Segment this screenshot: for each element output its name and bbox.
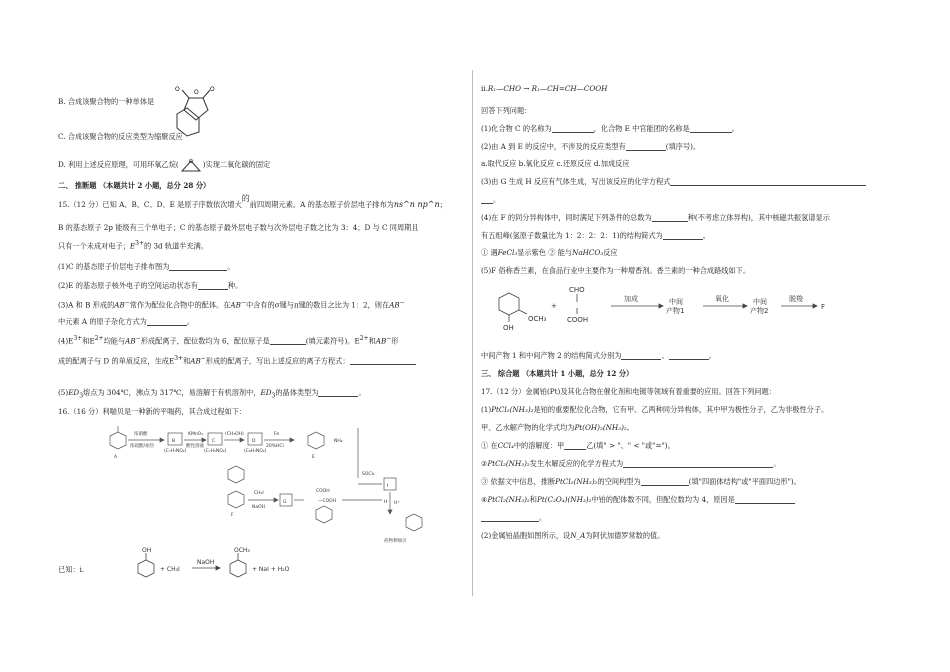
q17-2: [481, 531, 664, 540]
answer-blank[interactable]: [669, 351, 709, 360]
answer-blank[interactable]: [670, 177, 866, 186]
scheme-ch3i: CH₃I: [254, 491, 264, 496]
answer-blank[interactable]: [690, 124, 732, 133]
option-d-text: D. 利用上述反应原理，可用环氧乙烷(: [58, 160, 179, 169]
scheme-label-g: G: [283, 500, 287, 505]
known-ii-formula: R₁—CHO → R₁—CH=CH—COOH: [487, 84, 608, 93]
s2-a: ②: [481, 459, 488, 468]
q16-3: [481, 177, 866, 186]
option-d-text2: )实现二氧化碳的固定: [202, 160, 271, 169]
q17-2-b: 为阿伏加德罗常数的值。: [585, 531, 665, 540]
answer-blank[interactable]: [623, 459, 773, 468]
cond-3: 反应: [603, 248, 618, 257]
route-cho: CHO: [569, 286, 585, 294]
formula-ed3: ED: [260, 388, 272, 397]
s4-e: 。: [539, 513, 547, 522]
answer-blank[interactable]: [318, 388, 358, 397]
q15-3-line2: [58, 317, 194, 326]
q15-4-l2: 成的配离子与 D 的单质反应，生成E: [58, 356, 175, 366]
q15-4-l2c: 形成的配离子，写出上述反应的离子方程式：: [205, 356, 350, 366]
q17-stem: 17.（12 分）金属铂(Pt)及其化合物在催化剂和电镀等领域有着重要的应用。回答下列问题：: [481, 387, 776, 396]
q15-5-b: 熔点为 304℃，沸点为 317℃，易溶解于有机溶剂中，: [83, 388, 261, 397]
q15-text-b: 前四周期元素。A 的基态原子价层电子排布为: [249, 200, 394, 209]
known-naoh: NaOH: [197, 559, 215, 566]
synthesis-scheme: [98, 420, 428, 545]
q17-sub4-end: [481, 513, 546, 522]
q17-sub3: [481, 477, 801, 486]
q15-line2: B 的基态原子 2p 能级有三个单电子；C 的基态原子最外层电子数与次外层电子数之比为 3：4；D 与 C 同周期且: [58, 223, 419, 232]
scheme-formula-b: (C₇H₇NO₂): [164, 449, 187, 454]
section-3-heading: 三、 综合题 （本题共计 1 小题，总分 12 分）: [481, 369, 634, 378]
route-och3: OCH₃: [528, 315, 547, 323]
svg-text:O: O: [175, 86, 180, 93]
formula-ab: AB: [230, 300, 241, 310]
option-c: C. 合成该聚合物的反应类型为缩聚反应: [58, 132, 183, 141]
formula-ed3: ED: [68, 388, 80, 397]
q16-2-b: (填序号)。: [665, 142, 701, 151]
q16-1-a: (1)化合物 C 的名称为: [481, 124, 552, 133]
q15-3-d: 中元素 A 的原子杂化方式为: [58, 317, 147, 326]
s4-b: 和: [529, 495, 537, 504]
svg-text:O: O: [210, 86, 215, 93]
formula-ab: AB: [114, 300, 125, 310]
route-mid1b: 产物1: [666, 307, 685, 315]
formula-ptcl2nh3: PtCl₂(NH₃)₂: [491, 405, 534, 414]
q15-2: [58, 281, 242, 290]
formula-e: E: [129, 241, 136, 251]
q16-3-end: [481, 195, 500, 204]
q15-line3-a: 只有一个未成对电子；: [58, 241, 130, 251]
q15-stem: [58, 194, 447, 210]
formula-ptcl2nh3: PtCl₂(NH₃)₂: [487, 495, 530, 504]
q15-4-line2: 成的配离子与 D 的单质反应，生成$E^{3+}$和AB−形成的配离子，写出上述反应的离子方程式：: [58, 355, 416, 365]
option-d: [58, 157, 270, 173]
known-product: + NaI + H₂O: [252, 566, 290, 573]
scheme-h-plus: H⁺: [394, 501, 400, 506]
q16-5-ans2: 、: [661, 351, 669, 360]
s1-a: ① 在: [481, 441, 498, 450]
formula-ab: AB: [389, 300, 400, 310]
q16-4-l2a: 有五组峰(氢原子数量比为 1：2：2：2：1)的结构简式为: [481, 231, 663, 240]
cond-2: 显示紫色 ② 能与: [517, 248, 573, 257]
q15-4-e: (填元素符号)。E: [305, 336, 360, 346]
route-decarboxylation: 脱羧: [789, 295, 803, 303]
scheme-label-i: I: [387, 484, 389, 489]
scheme-nh2: NH₂: [334, 439, 343, 444]
formula-ptoh2nh3: Pt(OH)₂(NH₃)₂: [574, 423, 627, 432]
answer-prompt: 回答下列问题：: [481, 106, 532, 115]
formula-sup: 3+: [135, 240, 144, 247]
q16-5-ans3: 。: [708, 351, 716, 360]
q17-1-b: 是铂的重要配位化合物，它有甲、乙两种同分异构体，其中甲为极性分子，乙为非极性分子。: [533, 405, 829, 414]
route-plus: +: [551, 302, 557, 310]
scheme-label-a: A: [114, 455, 118, 460]
q15-3-c: 中含有的σ键与π键的数目之比为 1：2，则在: [245, 300, 390, 310]
option-b: B. 合成该聚合物的一种单体是: [58, 97, 155, 106]
q16-5: (5)F 俗称香兰素，在食品行业中主要作为一种增香剂。香兰素的一种合成路线如下。: [481, 266, 751, 275]
q15-4-d: 形成配离子，配位数均为 6，配位原子是: [140, 336, 270, 346]
q16-1-b: ，化合物 E 中官能团的名称是: [593, 124, 690, 133]
s2-c: 。: [773, 459, 781, 468]
q17-1: [481, 405, 828, 414]
scheme-label-e: E: [312, 455, 315, 460]
ethylene-oxide-icon: [179, 157, 203, 173]
q15-4-h: 形: [391, 336, 399, 346]
q16-1-c: 。: [731, 124, 739, 133]
q16-1: [481, 124, 739, 133]
q15-text: 15.（12 分）已知 A、B、C、D、E 是原子序数依次增大: [58, 200, 242, 209]
svg-text:OH: OH: [142, 547, 152, 554]
answer-blank[interactable]: [147, 317, 187, 326]
answer-blank[interactable]: [350, 356, 416, 365]
scheme-label-c: C: [212, 439, 216, 444]
q15-4-c: 均能与: [103, 336, 126, 346]
section-2-heading: 二、 推断题 （本题共计 2 小题，总分 28 分）: [58, 181, 211, 190]
q16-5-ans: 中间产物 1 和中间产物 2 的结构简式分别为: [481, 351, 622, 360]
cond-1: ① 遇: [481, 248, 498, 257]
route-mid2a: 中间: [753, 298, 767, 306]
phthalic-anhydride-structure: [166, 80, 218, 138]
q15-5-d: 。: [358, 388, 366, 397]
q16-4-l2b: 。: [702, 231, 710, 240]
scheme-naoh: NaOH: [252, 505, 266, 510]
route-f: F: [821, 303, 826, 311]
known-ii-label: ii.: [481, 84, 488, 93]
answer-blank[interactable]: [626, 142, 666, 151]
s3-a: ③ 依据文中信息，推断: [481, 477, 556, 486]
q15-small: 的: [241, 194, 250, 203]
scheme-hcl: 20%HCl: [266, 444, 284, 449]
q15-4-b: 和E: [82, 336, 95, 346]
scheme-step1b: 浓硫酸/加热: [130, 444, 155, 449]
q16-stem: 16.（16 分）利喘贝是一种新的平喘药，其合成过程如下：: [58, 407, 247, 416]
q17-2-a: (2)金属铂晶胞如图所示，设: [481, 531, 571, 540]
s3-b: 的空间构型为: [597, 477, 641, 486]
q15-4-l2b: 和: [183, 356, 191, 366]
route-cooh: COOH: [567, 316, 589, 324]
q17-1-line2: [481, 423, 634, 432]
answer-blank[interactable]: [663, 231, 703, 240]
q15-2-end: 种。: [227, 281, 243, 290]
s4-a: ④: [481, 495, 488, 504]
q16-4-text: (4)在 F 的同分异构体中，同时满足下列条件的总数为: [481, 213, 652, 222]
known-label: 已知：i.: [58, 565, 85, 574]
answer-blank[interactable]: [270, 336, 306, 345]
answer-blank[interactable]: [735, 495, 795, 504]
svg-text:O: O: [194, 89, 199, 96]
q15-4-g: 和: [368, 336, 376, 346]
q17-sub2: [481, 459, 780, 468]
q15-3-b: 常作为配位化合物中的配体。在: [129, 300, 231, 310]
route-addition: 加成: [624, 295, 638, 303]
answer-blank[interactable]: [641, 477, 689, 486]
vanillin-route: [481, 282, 881, 340]
formula-ab: AB: [125, 336, 136, 346]
scheme-fe: Fe: [274, 432, 280, 437]
scheme-step1: 浓硝酸: [134, 432, 148, 437]
q15-line3: [58, 240, 208, 250]
s4-c: 中铂的配体数不同，但配位数均为 4，原因是: [591, 495, 735, 504]
q17-1-a: (1): [481, 405, 492, 414]
formula-ptc2o4nh3: Pt(C₂O₄)(NH₃)₂: [537, 495, 592, 504]
q15-5-a: (5): [58, 388, 69, 397]
scheme-cooh2: —COOH: [318, 499, 337, 504]
scheme-label-f: F: [231, 513, 234, 518]
answer-blank[interactable]: [564, 441, 586, 450]
answer-blank[interactable]: [552, 124, 594, 133]
svg-text:OCH₃: OCH₃: [234, 547, 250, 554]
column-divider: [472, 70, 473, 596]
q15-4: $(4)E^{3+}$和$E^{2+}$均能与AB−形成配离子，配位数均为 6，配位原子是 (填元素符号)。$E^{2+}$和AB−形: [58, 335, 399, 346]
scheme-label-b: B: [172, 439, 176, 444]
q16-3-b: 。: [493, 195, 501, 204]
scheme-drug: 药物利喘贝: [384, 539, 407, 544]
q17-sub4: [481, 495, 795, 504]
q16-3-text: (3)由 G 生成 H 反应有气体生成，写出该反应的化学方程式: [481, 177, 671, 186]
q15-line3-b: 的 3d 轨道半充满。: [144, 241, 209, 251]
q15-1-text: (1)C 的基态原子价层电子排布图为: [58, 262, 170, 271]
q15-text-b2: ；: [439, 200, 447, 209]
formula-ccl4: CCl₄: [497, 441, 514, 450]
known-ch3i: + CH₃I: [160, 566, 180, 573]
q15-4-a: (4)E: [58, 336, 74, 346]
q16-2-options: a.取代反应 b.氧化反应 c.还原反应 d.加成反应: [481, 159, 630, 168]
scheme-formula-c: (C₇H₅NO₄): [204, 449, 227, 454]
q16-4: [481, 213, 830, 222]
answer-blank[interactable]: [481, 195, 493, 204]
scheme-formula-d: (C₈H₇NO₄): [244, 449, 267, 454]
scheme-socl2: SOCl₂: [362, 472, 375, 477]
route-mid2b: 产物2: [750, 307, 769, 315]
answer-blank[interactable]: [481, 513, 539, 522]
route-mid1a: 中间: [669, 298, 683, 306]
q15-3: (3)A 和 B 形成的AB−常作为配位化合物中的配体。在AB−中含有的σ键与π键的数目之比为 1：2，则在AB−: [58, 299, 405, 310]
answer-blank[interactable]: [198, 281, 228, 290]
scheme-label-d: D: [252, 439, 256, 444]
q15-5: $(5)ED_3$熔点为 304℃，沸点为 317℃，易溶解于有机溶剂中，$ED_3$的晶体类型为 。: [58, 388, 366, 400]
q16-2: [481, 142, 700, 151]
known-reaction-i: [98, 546, 298, 582]
s1-c: 乙(填" > "、" < "或"=")。: [586, 441, 675, 450]
q16-4-line2: [481, 231, 710, 240]
q16-2-text: (2)由 A 到 E 的反应中，不涉及的反应类型有: [481, 142, 626, 151]
formula-ns-np: ns^n np^n: [393, 200, 440, 209]
q17-1-c: 甲、乙水解产物的化学式均为: [481, 423, 575, 432]
q17-sub1: [481, 441, 675, 450]
q16-5-answer: [481, 351, 716, 360]
route-oh: OH: [503, 324, 514, 332]
q16-4-conditions: [481, 248, 618, 257]
scheme-label-h: H: [384, 500, 388, 505]
formula-fecl3: FeCl₃: [497, 248, 518, 257]
answer-blank[interactable]: [169, 262, 227, 271]
q15-2-text: (2)E 的基态原子核外电子的空间运动状态有: [58, 281, 198, 290]
q15-5-c: 的晶体类型为: [275, 388, 319, 397]
q17-1-d: 。: [626, 423, 634, 432]
scheme-acid: 酸性溶液: [186, 444, 204, 449]
scheme-kmno4: KMnO₄: [188, 432, 204, 437]
formula-ab: AB: [190, 356, 201, 366]
known-ii: [481, 84, 607, 93]
svg-text:O: O: [188, 159, 193, 165]
s3-c: (填"四面体结构"或"平面四边形")。: [688, 477, 801, 486]
route-oxidation: 氧化: [715, 295, 729, 303]
scheme-ch3oh: (CH₃OH): [225, 432, 244, 437]
answer-blank[interactable]: [652, 213, 688, 222]
answer-blank[interactable]: [621, 351, 661, 360]
q15-3-e: 。: [186, 317, 195, 326]
formula-ptcl2nh3: PtCl₂(NH₃)₂: [487, 459, 530, 468]
formula-ptcl2nh3: PtCl₂(NH₃)₂: [555, 477, 598, 486]
q15-1: [58, 262, 235, 271]
q15-1-end: 。: [227, 262, 235, 271]
s1-b: 中的溶解度：甲: [513, 441, 565, 450]
s2-b: 发生水解反应的化学方程式为: [529, 459, 624, 468]
q16-4-b: 种(不考虑立体异构)，其中核磁共振氢谱显示: [687, 213, 830, 222]
scheme-cooh: COOH: [316, 489, 330, 494]
formula-nahco3: NaHCO₃: [572, 248, 604, 257]
formula-na: N_A: [570, 531, 586, 540]
q15-3-a: (3)A 和 B 形成的: [58, 300, 115, 310]
formula-ab: AB: [375, 336, 387, 346]
